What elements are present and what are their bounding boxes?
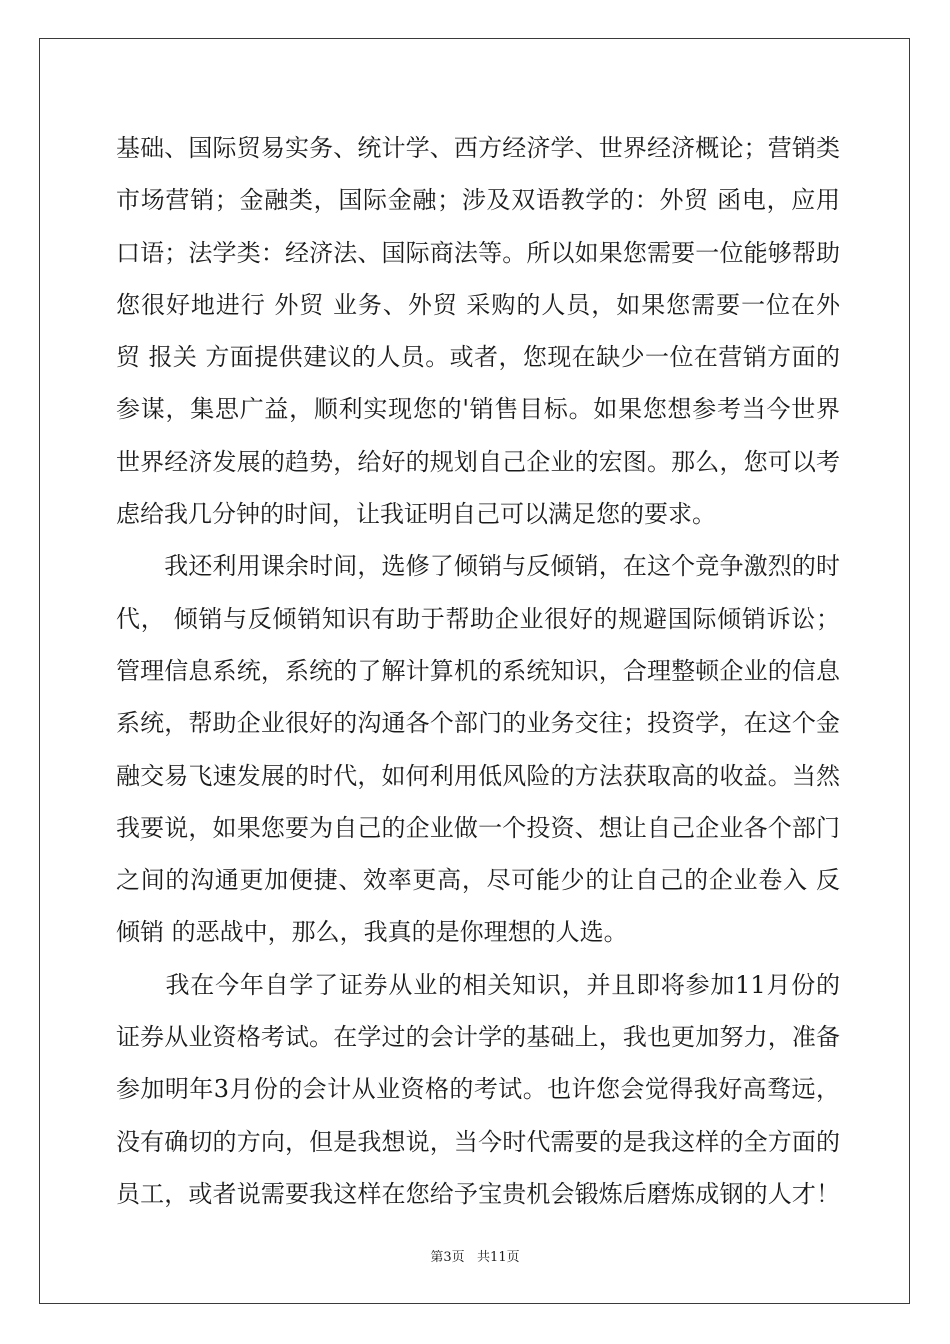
- text-line: 员工，或者说需要我这样在您给予宝贵机会锻炼后磨炼成钢的人才！: [116, 1179, 840, 1208]
- text-line: 参谋，集思广益，顺利实现您的'销售目标。如果您想参考当今世界: [116, 395, 840, 424]
- text-line: 倾销 的恶战中，那么，我真的是你理想的人选。: [116, 918, 628, 947]
- document-body: [116, 122, 840, 1220]
- text-line: 参加明年3月份的会计从业资格的考试。也许您会觉得我好高骛远，: [116, 1075, 840, 1104]
- text-line: 虑给我几分钟的时间，让我证明自己可以满足您的要求。: [116, 500, 716, 529]
- text-line: 市场营销；金融类，国际金融；涉及双语教学的：外贸 函电，应用: [116, 186, 840, 215]
- text-line: 融交易飞速发展的时代，如何利用低风险的方法获取高的收益。当然: [116, 761, 840, 790]
- text-line: 我还利用课余时间，选修了倾销与反倾销，在这个竞争激烈的时: [116, 552, 840, 581]
- text-line: 基础、国际贸易实务、统计学、西方经济学、世界经济概论；营销类: [116, 134, 840, 162]
- text-line: 我要说，如果您要为自己的企业做一个投资、想让自己企业各个部门: [116, 813, 840, 842]
- text-line: 我在今年自学了证券从业的相关知识，并且即将参加11月份的: [116, 970, 840, 999]
- text-line: 管理信息系统，系统的了解计算机的系统知识，合理整顿企业的信息: [116, 656, 840, 685]
- text-line: 系统，帮助企业很好的沟通各个部门的业务交往；投资学，在这个金: [116, 709, 840, 738]
- text-line: 代， 倾销与反倾销知识有助于帮助企业很好的规避国际倾销诉讼；: [116, 604, 840, 633]
- page-number-footer: 第3页 共11页: [430, 1250, 520, 1265]
- text-line: 证券从业资格考试。在学过的会计学的基础上，我也更加努力，准备: [116, 1023, 840, 1052]
- text-line: 您很好地进行 外贸 业务、外贸 采购的人员，如果您需要一位在外: [116, 290, 840, 319]
- text-line: 贸 报关 方面提供建议的人员。或者，您现在缺少一位在营销方面的: [116, 343, 840, 372]
- text-line: 之间的沟通更加便捷、效率更高，尽可能少的让自己的企业卷入 反: [116, 866, 840, 895]
- text-line: 口语；法学类：经济法、国际商法等。所以如果您需要一位能够帮助: [116, 238, 840, 267]
- text-line: 世界经济发展的趋势，给好的规划自己企业的宏图。那么，您可以考: [116, 447, 840, 476]
- text-line: 没有确切的方向，但是我想说，当今时代需要的是我这样的全方面的: [116, 1127, 840, 1156]
